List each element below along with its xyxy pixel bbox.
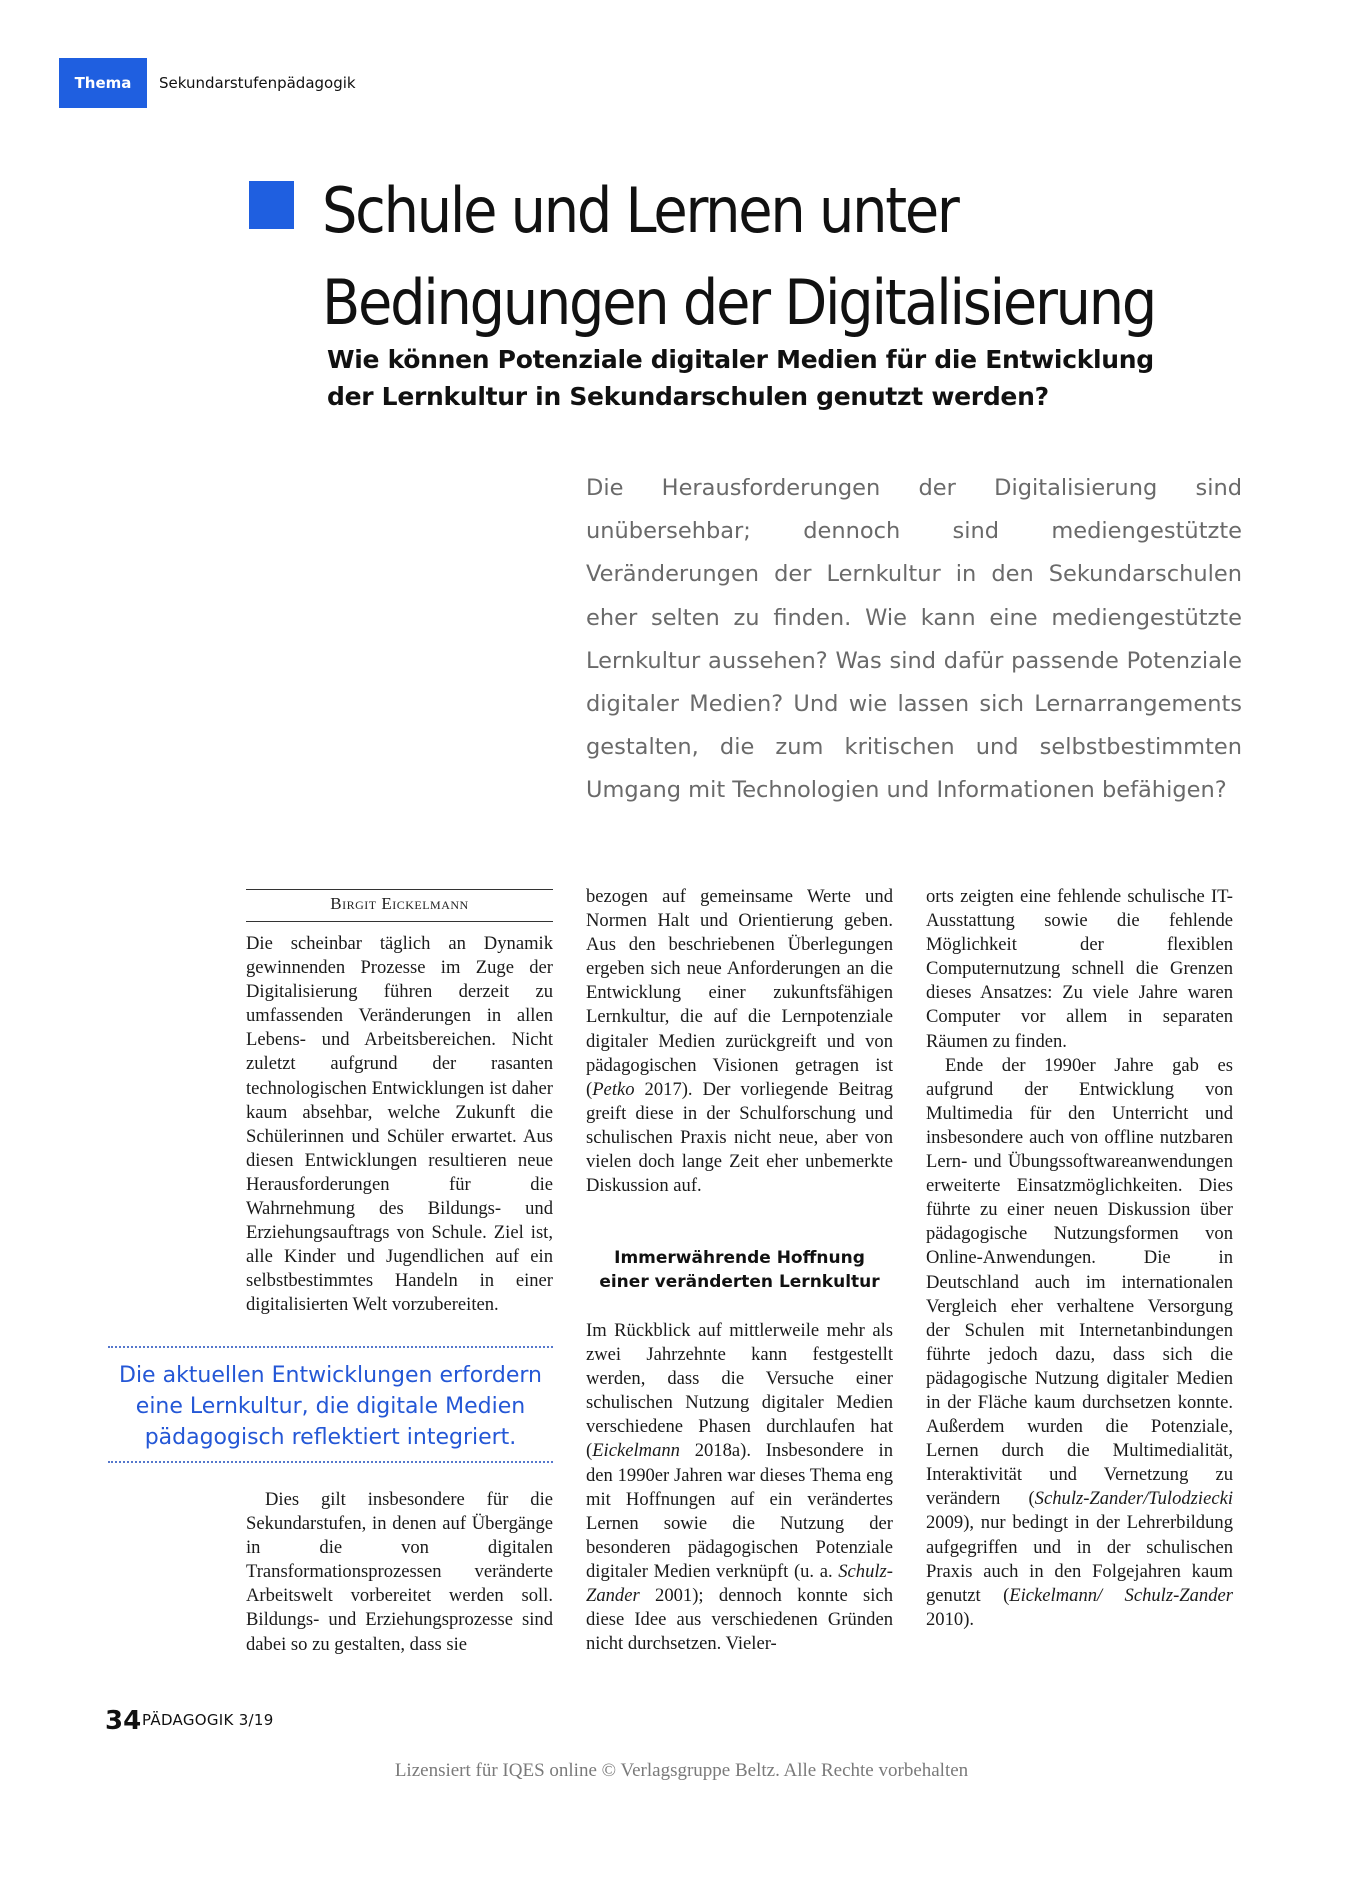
paragraph: Im Rückblick auf mittlerweile mehr als zwei Jahrzehnte kann festgestellt werden, dass die Versuche einer schulischen Nutzung digitaler Medien verschiedene Phasen durchlaufen hat (Eickelmann 2018a). Insbesondere in den 1990er Jahren war dieses Thema eng mit Hoffnungen auf ein verändertes Lernen sowie die Nutzung der besonderen pädagogischen Potenziale digitaler Medien verknüpft (u. a. Schulz-Zander 2001); dennoch konnte sich diese Idee aus verschiedenen Gründen nicht durchsetzen. Vieler- [586, 1320, 893, 1655]
subtitle-line-2: der Lernkultur in Sekundarschulen genutzt werden? [327, 382, 1049, 411]
lead-paragraph: Die Herausforderungen der Digitalisierung sind unübersehbar; dennoch sind mediengestützte Veränderungen der Lernkultur in den Sekundarschulen eher selten zu finden. Wie kann eine mediengestützte Lernkultur aussehen? Was sind dafür passende Potenziale digitaler Medien? Und wie lassen sich Lernarrangements gestalten, die zum kritischen und selbstbestimmten Umgang mit Technologien und Informationen befähigen? [586, 475, 1242, 804]
column-2-continued [586, 1319, 893, 1656]
paragraph: orts zeigten eine fehlende schulische IT-Ausstattung sowie die fehlende Möglichkeit der flexiblen Computernutzung schnell die Grenzen dieses Ansatzes: Zu viele Jahre waren Computer vor allem in separaten Räumen zu finden. [926, 886, 1233, 1052]
citation: Eickelmann [592, 1440, 680, 1462]
section-heading [586, 1246, 893, 1294]
pullquote-divider-top [108, 1346, 553, 1348]
pullquote-divider-bottom [108, 1461, 553, 1463]
column-1-continued [246, 1488, 553, 1657]
article-title [322, 165, 1222, 349]
journal-issue: PÄDAGOGIK 3/19 [142, 1711, 274, 1729]
section-tag: Thema [59, 58, 147, 108]
column-3-body [926, 885, 1233, 1632]
page-number: 34 [105, 1706, 142, 1736]
paragraph: Ende der 1990er Jahre gab es aufgrund der Entwicklung von Multimedia für den Unterricht und insbesondere auch von offline nutzbaren Lern- und Übungssoftwareanwendungen erweiterte Einsatzmöglichkeiten. Dies führte zu einer neuen Diskussion über pädagogische Nutzungsformen von Online-Anwendungen. Die in Deutschland auch im internationalen Vergleich eher verhaltene Versorgung der Schulen mit Internetanbindungen führte jedoch dazu, dass sich die pädagogische Nutzung digitaler Medien in der Fläche kaum durchsetzen konnte. Außerdem wurden die Potenziale, Lernen durch die Multimedialität, Interaktivität und Vernetzung zu verändern (Schulz-Zander/Tulodziecki 2009), nur bedingt in der Lehrerbildung aufgegriffen und in der schulischen Praxis auch in den Folgejahren kaum genutzt (Eickelmann/ Schulz-Zander 2010). [926, 1054, 1233, 1630]
citation: Petko [592, 1078, 635, 1100]
column-2-body [586, 885, 893, 1198]
title-line-1: Schule und Lernen unter [322, 174, 958, 247]
section-name: Sekundarstufenpädagogik [159, 74, 356, 92]
paragraph: Dies gilt insbesondere für die Sekundarstufen, in denen auf Übergänge in die von digitalen Transformationsprozessen veränderte Arbeitswelt vorbereitet werden soll. Bildungs- und Erziehungsprozesse sind dabei so zu gestalten, dass sie [246, 1489, 553, 1655]
author-name: Birgit Eickelmann [330, 894, 469, 913]
title-square-icon [249, 181, 294, 229]
author-rule-bottom [246, 921, 553, 922]
citation: Schulz-Zander [586, 1560, 893, 1607]
subtitle-line-1: Wie können Potenziale digitaler Medien für die Entwicklung [327, 345, 1154, 374]
citation: Schulz-Zander/Tulodziecki [1034, 1488, 1233, 1510]
citation: Eickelmann/ Schulz-Zander [1009, 1584, 1233, 1606]
license-notice: Lizensiert für IQES online © Verlagsgruppe Beltz. Alle Rechte vorbehalten [394, 1760, 969, 1781]
author-rule-top [246, 889, 553, 890]
title-line-2: Bedingungen der Digitalisierung [322, 266, 1156, 339]
column-1-body [246, 932, 553, 1318]
article-subtitle [327, 341, 1227, 415]
heading-line-2: einer veränderten Lernkultur [599, 1272, 880, 1292]
paragraph: bezogen auf gemeinsame Werte und Normen Halt und Orientierung geben. Aus den beschriebenen Überlegungen ergeben sich neue Anforderungen an die Entwicklung einer zukunftsfähigen Lernkultur, die auf die Lernpotenziale digitaler Medien zurückgreift und von pädagogischen Visionen getragen ist (Petko 2017). Der vorliegende Beitrag greift diese in der Schulforschung und schulischen Praxis nicht neue, aber von vielen doch lange Zeit eher unbemerkte Diskussion auf. [586, 886, 893, 1197]
pullquote: Die aktuellen Entwicklungen erfordern eine Lernkultur, die digitale Medien pädagogisch reflektiert integriert. [119, 1363, 542, 1450]
heading-line-1: Immerwährende Hoffnung [614, 1248, 865, 1268]
paragraph: Die scheinbar täglich an Dynamik gewinnenden Prozesse im Zuge der Digitalisierung führen derzeit zu umfassenden Veränderungen in allen Lebens- und Arbeitsbereichen. Nicht zuletzt aufgrund der rasanten technologischen Entwicklungen ist daher kaum absehbar, welche Zukunft die Schülerinnen und Schüler erwartet. Aus diesen Entwicklungen resultieren neue Herausforderungen für die Wahrnehmung des Bildungs- und Erziehungsauftrags von Schule. Ziel ist, alle Kinder und Jugendlichen auf ein selbstbestimmtes Handeln in einer digitalisierten Welt vorzubereiten. [246, 933, 553, 1316]
